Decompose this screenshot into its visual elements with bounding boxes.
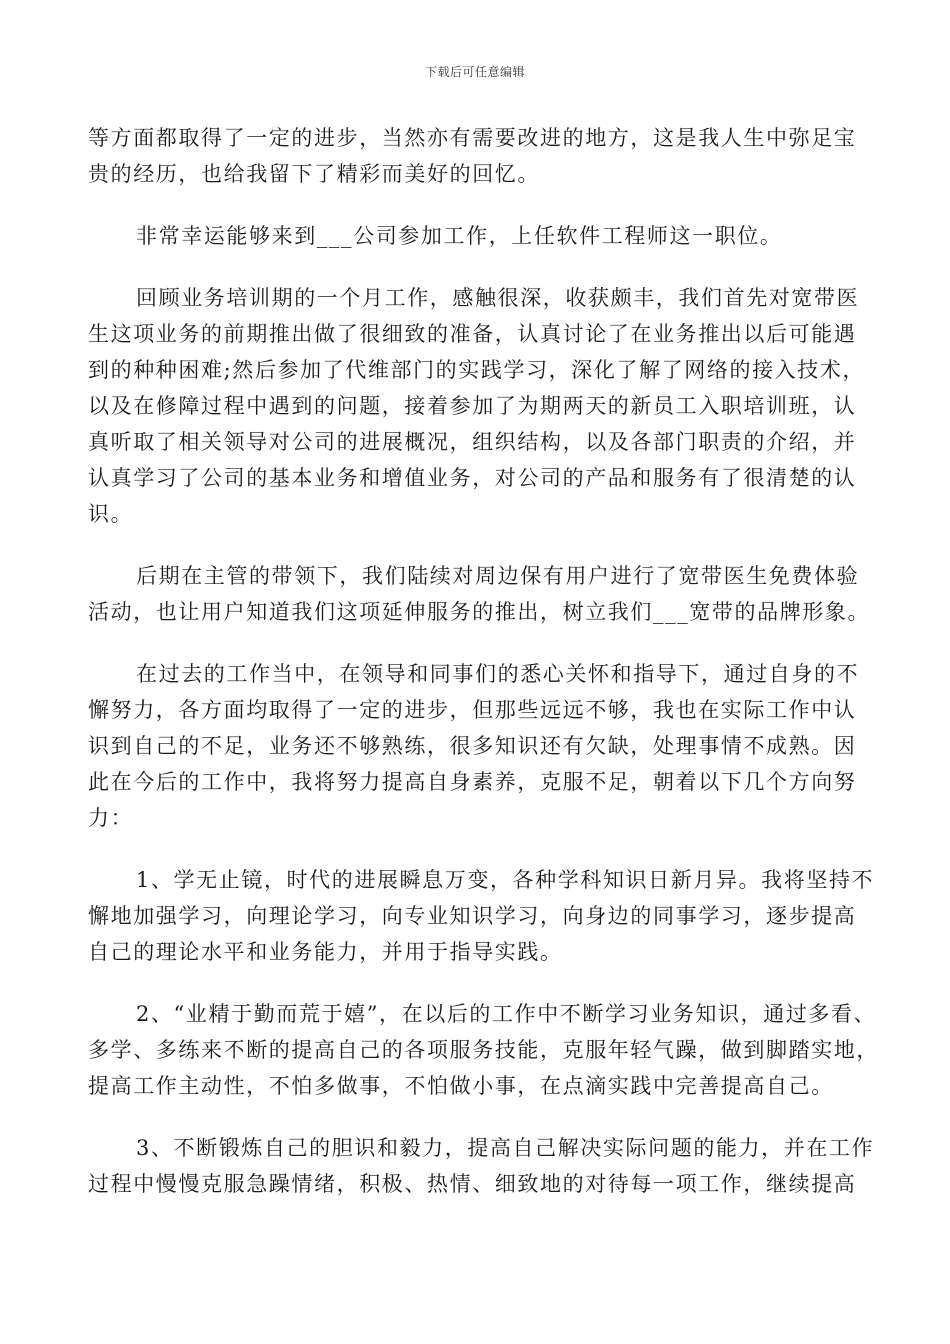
paragraph (88, 656, 860, 836)
paragraph (88, 120, 860, 192)
paragraph-line: 多学、多练来不断的提高自己的各项服务技能，克服年轻气躁，做到脚踏实地， (88, 1038, 879, 1062)
paragraph-line: 1、学无止镜，时代的进展瞬息万变，各种学科知识日新月异。我将坚持不 (136, 868, 875, 892)
paragraph-line: 力： (88, 806, 134, 830)
paragraph (88, 996, 879, 1104)
paragraph-line: 3、不断锻炼自己的胆识和毅力，提高自己解决实际问题的能力，并在工作 (136, 1136, 875, 1160)
paragraph-line: 懈努力，各方面均取得了一定的进步，但那些远远不够，我也在实际工作中认 (88, 698, 857, 722)
paragraph-line: 非常幸运能够来到___公司参加工作，上任软件工程师这一职位。 (136, 224, 783, 248)
paragraph-line: 真听取了相关领导对公司的进展概况，组织结构，以及各部门职责的介绍，并 (88, 430, 857, 454)
paragraph-line: 提高工作主动性，不怕多做事，不怕做小事，在点滴实践中完善提高自己。 (88, 1074, 834, 1098)
document-body (88, 120, 879, 1202)
paragraph-line: 活动，也让用户知道我们这项延伸服务的推出，树立我们___宽带的品牌形象。 (88, 600, 871, 624)
paragraph-line: 到的种种困难;然后参加了代维部门的实践学习，深化了解了网络的接入技术， (88, 358, 866, 382)
paragraph-line: 以及在修障过程中遇到的问题，接着参加了为期两天的新员工入职培训班，认 (88, 394, 857, 418)
paragraph-line: 此在今后的工作中，我将努力提高自身素养，克服不足，朝着以下几个方向努 (88, 770, 857, 794)
page-header: 下载后可任意编辑 (424, 65, 525, 79)
paragraph-line: 过程中慢慢克服急躁情绪，积极、热情、细致地的对待每一项工作，继续提高 (88, 1172, 857, 1196)
paragraph-line: 2、“业精于勤而荒于嬉”，在以后的工作中不断学习业务知识，通过多看、 (136, 1002, 877, 1026)
paragraph-line: 贵的经历，也给我留下了精彩而美好的回忆。 (88, 162, 540, 186)
paragraph-line: 后期在主管的带领下，我们陆续对周边保有用户进行了宽带医生免费体验 (136, 564, 860, 588)
paragraph (88, 280, 866, 532)
paragraph-line: 认真学习了公司的基本业务和增值业务，对公司的产品和服务有了很清楚的认 (88, 466, 857, 490)
paragraph-line: 懈地加强学习，向理论学习，向专业知识学习，向身边的同事学习，逐步提高 (88, 904, 857, 928)
paragraph-line: 识到自己的不足，业务还不够熟练，很多知识还有欠缺，处理事情不成熟。因 (88, 734, 857, 758)
paragraph-line: 等方面都取得了一定的进步，当然亦有需要改进的地方，这是我人生中弥足宝 (88, 126, 857, 150)
paragraph (88, 1130, 875, 1202)
paragraph (88, 862, 875, 970)
paragraph-line: 自己的理论水平和业务能力，并用于指导实践。 (88, 940, 563, 964)
paragraph (88, 218, 860, 254)
paragraph-line: 在过去的工作当中，在领导和同事们的悉心关怀和指导下，通过自身的不 (136, 662, 860, 686)
paragraph-line: 回顾业务培训期的一个月工作，感触很深，收获颇丰，我们首先对宽带医 (136, 286, 860, 310)
paragraph-line: 识。 (88, 502, 134, 526)
paragraph-line: 生这项业务的前期推出做了很细致的准备，认真讨论了在业务推出以后可能遇 (88, 322, 857, 346)
paragraph (88, 558, 871, 630)
